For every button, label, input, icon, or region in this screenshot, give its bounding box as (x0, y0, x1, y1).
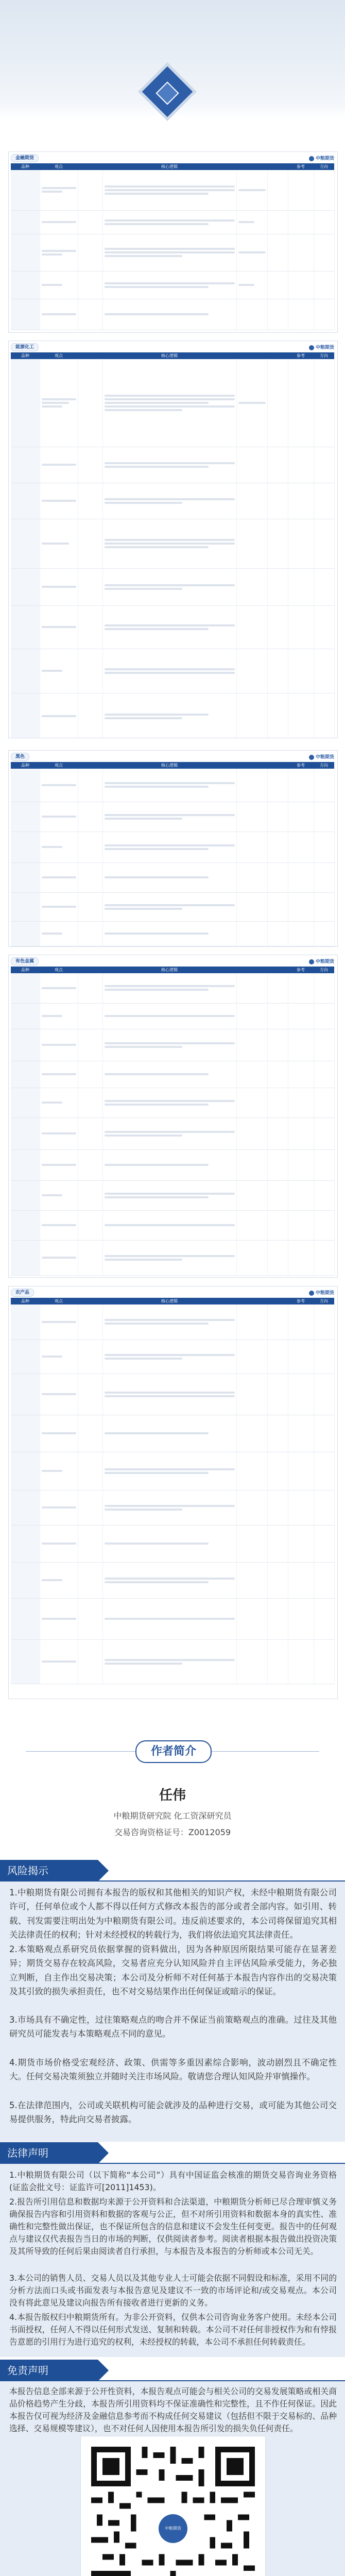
table-row (11, 1088, 334, 1117)
table-row (11, 862, 334, 892)
table-row (11, 1180, 334, 1210)
panel-tag: 黑色 (11, 753, 29, 761)
risk-paragraph: 1.中粮期货有限公司拥有本报告的版权和其他相关的知识产权，未经中粮期货有限公司许可，任何单位或个人都不得以任何方式修改本报告的部分或者全部内容。如引用、转载、刊发需要注明出处为中粮期货有限公司。违反前述要求的，本公司将保留追究其相关法律责任的权利；针对未经授权的转载行为，我们将依法追究其法律责任。 (9, 1888, 337, 1940)
strategy-table (11, 163, 335, 330)
logo-icon (309, 1291, 314, 1296)
strategy-table (11, 1298, 335, 1684)
strategy-table (11, 967, 335, 1276)
qr-center-logo: 中粮期货 (156, 2511, 191, 2546)
risk-paragraph: 3.市场具有不确定性，过往策略观点的吻合并不保证当前策略观点的准确。过往及其他研究员可能发表与本策略观点不同的意见。 (9, 2015, 337, 2039)
legal-paragraph: 2.报告所引用信息和数据均来源于公开资料和合法渠道，中粮期货分析师已尽合理审慎义务确保报告内容和引用资料和数据的客观与公正，但不对所引用资料和数据本身的真实性、准确性和完整性做出保证，也不保证所包含的信息和建议不会发生任何变更。报告中的任何观点与建议仅代表报告当日的市场的判断，仅供阅读者参考。阅读者根据本报告做出投资决策及其所导致的任何后果由阅读者自行承担，与本报告及本报告的分析师或本公司无关。 (9, 2197, 337, 2256)
legal-paragraph: 3.本公司的销售人员、交易人员以及其他专业人士可能会依据不同假设和标准，采用不同的分析方法而口头或书面发表与本报告意见及建议不一致的市场评论和/或交易观点。本公司没有将此意见及建议向报告所有接收者进行更新的义务。 (9, 2273, 337, 2308)
table-row (11, 1374, 334, 1415)
strategy-panel-ferrous (8, 750, 338, 947)
company-logo: 中粮期货 (309, 958, 334, 964)
table-row (11, 605, 334, 649)
table-header: 品种 观点 核心逻辑 参考 方向 (11, 762, 334, 769)
logo-icon (309, 959, 314, 964)
table-row (11, 769, 334, 802)
disclaimer-heading: 免责声明 (0, 2360, 98, 2381)
table-row (11, 1525, 334, 1562)
strategy-panel-agri (8, 1286, 338, 1699)
logo-icon (309, 755, 314, 760)
legal-heading: 法律声明 (0, 2142, 98, 2164)
table-row (11, 1562, 334, 1598)
table-row (11, 210, 334, 234)
table-row (11, 1415, 334, 1452)
table-row (11, 1117, 334, 1149)
table-row (11, 1061, 334, 1088)
table-row (11, 1304, 334, 1340)
risk-paragraph: 2.本策略观点系研究员依据掌握的资料做出，因为各种原因所限结果可能存在显著差异；期货交易存在较高风险，交易者应充分认知风险并自主评估风险承受能力，务必独立判断，自主作出交易决策；本公司及分析师不对任何基于本报告内容作出的交易决策及其引致的损失承担责任，也不对交易结果作出任何保证或暗示的保证。 (9, 1944, 337, 1997)
table-row (11, 693, 334, 738)
risk-heading: 风险揭示 (0, 1860, 98, 1882)
author-section-title: 作者简介 (135, 1740, 212, 1763)
table-row (11, 234, 334, 271)
table-header: 品种 观点 核心逻辑 参考 方向 (11, 163, 334, 170)
table-row (11, 1340, 334, 1374)
strategy-panel-energy (8, 341, 338, 738)
table-header: 品种 观点 核心逻辑 参考 方向 (11, 967, 334, 973)
risk-paragraph: 4.期货市场价格受宏观经济、政策、供需等多重因素综合影响，波动剧烈且不确定性大。任何交易决策须独立并随时关注市场风险。敬请您合理认知风险并审慎操作。 (9, 2058, 337, 2082)
author-name: 任伟 (159, 1788, 186, 1803)
table-row (11, 299, 334, 330)
table-row (11, 1490, 334, 1525)
table-row (11, 973, 334, 1003)
legal-paragraph: 4.本报告版权归中粮期货所有。为非公开资料，仅供本公司咨询业务客户使用。未经本公司书面授权，任何人不得以任何形式发送、复制和转载。本公司不对任何非授权作为和有悖报告意愿的引用行为进行追究的权利，未经授权的转载，本公司不承担任何转载责任。 (9, 2312, 337, 2347)
table-row (11, 1149, 334, 1180)
table-row (11, 892, 334, 921)
table-row (11, 359, 334, 447)
table-row (11, 271, 334, 299)
table-row (11, 568, 334, 605)
author-org: 中粮期货研究院 化工资深研究员 (113, 1811, 232, 1821)
author-license: 交易咨询资格证号：Z0012059 (114, 1827, 231, 1837)
panel-tag: 有色金属 (11, 957, 39, 965)
table-row (11, 832, 334, 862)
logo-icon (309, 156, 314, 161)
company-logo: 中粮期货 (309, 344, 334, 350)
table-row (11, 519, 334, 568)
table-row (11, 1210, 334, 1240)
panel-tag: 农产品 (11, 1289, 34, 1297)
author-divider-left (26, 1751, 135, 1752)
table-row (11, 1003, 334, 1029)
risk-paragraph: 5.在法律范围内，公司或关联机构可能会就涉及的品种进行交易，或可能为其他公司交易提供服务，特此向交易者披露。 (9, 2100, 337, 2125)
logo-icon (309, 345, 314, 350)
company-logo: 中粮期货 (309, 753, 334, 760)
table-header: 品种 观点 核心逻辑 参考 方向 (11, 1298, 334, 1304)
strategy-table (11, 352, 335, 738)
table-row (11, 802, 334, 832)
table-row (11, 1598, 334, 1639)
table-row (11, 1029, 334, 1061)
author-divider-right (210, 1751, 319, 1752)
strategy-panel-nonferrous (8, 955, 338, 1278)
table-row (11, 483, 334, 519)
table-row (11, 1639, 334, 1684)
table-header: 品种 观点 核心逻辑 参考 方向 (11, 352, 334, 359)
qr-card (80, 2436, 266, 2576)
table-row (11, 447, 334, 483)
table-row (11, 1452, 334, 1490)
table-row (11, 649, 334, 693)
strategy-panel-finance (8, 151, 338, 333)
disclaimer-paragraph: 本报告信息全部来源于公开性资料，本报告观点可能会与相关公司的交易发展策略或相关商品价格趋势产生分歧，本报告所引用资料均不保证准确性和完整性，且不作任何保证。因此本报告仅可视为经济及金融信息参考而不构成任何交易建议（包括但不限于交易标的、品种选择、交易规模等建议），也不对任何人因使用本报告所引发的损失负任何责任。 (9, 2386, 337, 2433)
strategy-table (11, 762, 335, 946)
table-row (11, 921, 334, 946)
table-row (11, 1240, 334, 1275)
table-row (11, 170, 334, 210)
panel-tag: 能源化工 (11, 343, 39, 351)
legal-paragraph: 1.中粮期货有限公司（以下简称“本公司”）具有中国证监会核准的期货交易咨询业务资格(证监会批文号：证监许可[2011]1453)。 (9, 2170, 337, 2192)
company-logo: 中粮期货 (309, 1289, 334, 1296)
company-logo: 中粮期货 (309, 155, 334, 161)
panel-tag: 金融期货 (11, 154, 39, 162)
